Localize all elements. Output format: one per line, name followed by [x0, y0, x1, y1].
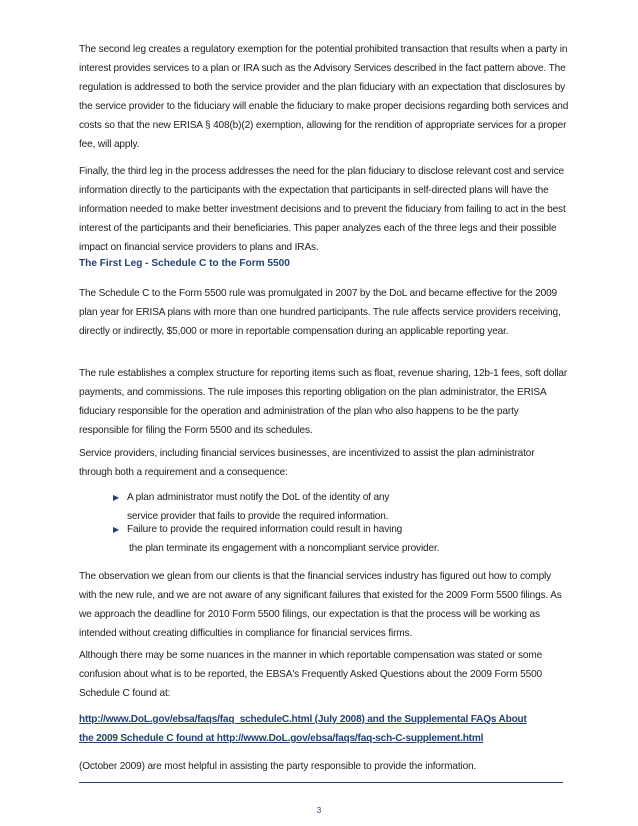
paragraph-observation: The observation we glean from our clients is that the financial services industry has figured out how to comply with the new rule, and we are not aware of any significant failures that existed for the 2009 Form 5500 filings. As we approach the deadline for 2010 Form 5500 filings, our expectation is that the process will be working as intended without creating difficulties in compliance for financial services firms.	[79, 571, 562, 639]
bullet-item	[113, 520, 547, 558]
bullet-line: the plan terminate its engagement with a noncompliant service provider.	[129, 543, 440, 554]
paragraph-complex-structure: The rule establishes a complex structure for reporting items such as float, revenue sharing, 12b-1 fees, soft dollar payments, and commissions. The rule imposes this reporting obligation on the plan administrator, the ERISA fiduciary responsible for the operation and administration of the plan who also happens to be the party responsible for filing the Form 5500 and its schedules.	[79, 368, 568, 436]
faq-link-line[interactable]: http://www.DoL.gov/ebsa/faqs/faq_scheduleC.html (July 2008) and the Supplemental FAQs About	[79, 714, 527, 725]
paragraph-incentives: Service providers, including financial services businesses, are incentivized to assist the plan administrator through both a requirement and a consequence:	[79, 448, 535, 478]
section-heading: The First Leg - Schedule C to the Form 5500	[79, 258, 290, 269]
bullet-line: Failure to provide the required information could result in having	[127, 524, 403, 535]
paragraph-schedule-c-rule: The Schedule C to the Form 5500 rule was promulgated in 2007 by the DoL and became effective for the 2009 plan year for ERISA plans with more than one hundred participants. The rule affects service providers receiving, directly or indirectly, $5,000 or more in reportable compensation during an applicable reporting year.	[79, 288, 561, 337]
footer-divider	[79, 782, 563, 783]
faq-link-line[interactable]: the 2009 Schedule C found at http://www.DoL.gov/ebsa/faqs/faq-sch-C-supplement.html	[79, 733, 484, 744]
triangle-bullet-icon: ▶	[113, 525, 120, 534]
paragraph-nuances: Although there may be some nuances in the manner in which reportable compensation was stated or some confusion about what is to be reported, the EBSA's Frequently Asked Questions about the 2009 Form 5500 Schedule C found at:	[79, 650, 543, 699]
triangle-bullet-icon: ▶	[113, 493, 120, 502]
bullet-line: service provider that fails to provide the required information.	[127, 511, 389, 522]
paragraph-third-leg: Finally, the third leg in the process addresses the need for the plan fiduciary to disclose relevant cost and service information directly to the participants with the expectation that participants in self-directed plans will have the information needed to make better investment decisions and to prevent the fiduciary from failing to act in the best interest of the participants and their beneficiaries. This paper analyzes each of the three legs and their possible impact on financial service providers to plans and IRAs.	[79, 166, 566, 253]
paragraph-closing: (October 2009) are most helpful in assisting the party responsible to provide the information.	[79, 761, 477, 772]
paragraph-second-leg: The second leg creates a regulatory exemption for the potential prohibited transaction that results when a party in interest provides services to a plan or IRA such as the Advisory Services described in the fact pattern above. The regulation is addressed to both the service provider and the plan fiduciary with an expectation that disclosures by the service provider to the fiduciary will enable the fiduciary to make proper decisions regarding both services and costs so that the new ERISA § 408(b)(2) exemption, allowing for the rendition of appropriate services for a proper fee, will apply.	[79, 44, 569, 150]
page-number: 3	[316, 806, 322, 815]
faq-link[interactable]	[79, 710, 569, 748]
bullet-line: A plan administrator must notify the DoL of the identity of any	[127, 492, 390, 503]
